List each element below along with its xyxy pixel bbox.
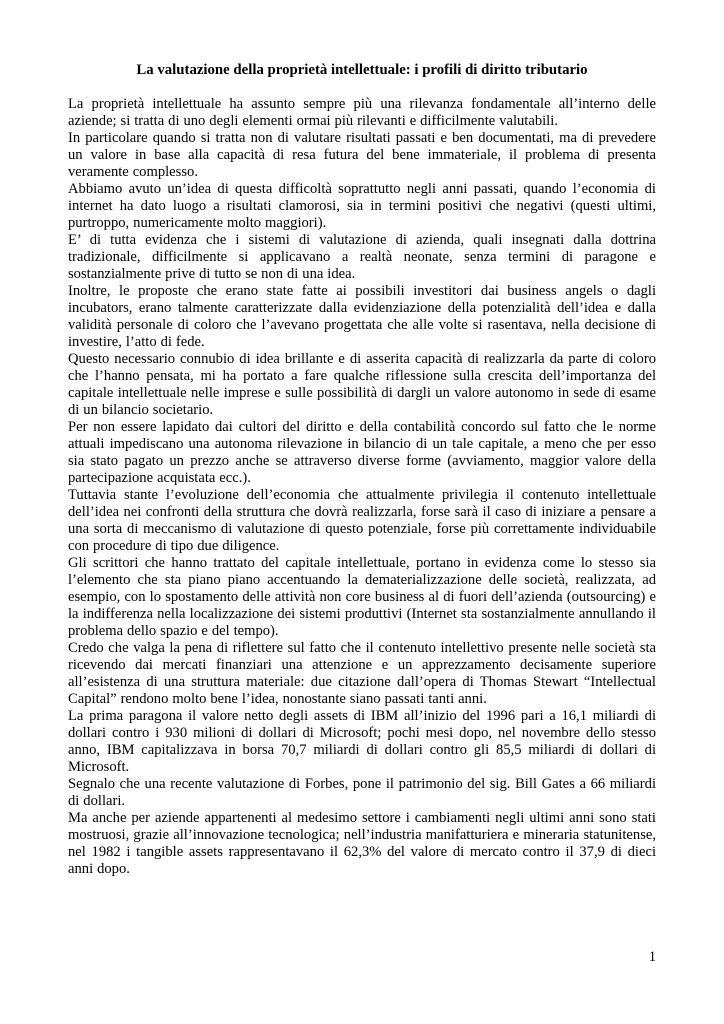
document-body xyxy=(68,96,656,878)
paragraph: Gli scrittori che hanno trattato del capitale intellettuale, portano in evidenza come lo stesso sia l’elemento che sta piano piano accentuando la dematerializzazione delle società, realizzata, ad esempio, con lo spostamento delle attività non core business al di fuori dell’azienda (outsourcing) e la indifferenza nella localizzazione dei sistemi produttivi (Internet sta sostanzialmente annullando il problema dello spazio e del tempo). xyxy=(68,555,656,639)
paragraph: Segnalo che una recente valutazione di Forbes, pone il patrimonio del sig. Bill Gates a 66 miliardi di dollari. xyxy=(68,776,656,809)
paragraph: Credo che valga la pena di riflettere sul fatto che il contenuto intellettivo presente nelle società sta ricevendo dai mercati finanziari una attenzione e un apprezzamento decisamente superiore all’esistenza di una struttura materiale: due citazione dall’opera di Thomas Stewart “Intellectual Capital” rendono molto bene l’idea, nonostante siano passati tanti anni. xyxy=(68,640,656,707)
paragraph: In particolare quando si tratta non di valutare risultati passati e ben documentati, ma di prevedere un valore in base alla capacità di resa futura del bene immateriale, il problema di presenta veramente complesso. xyxy=(68,130,656,180)
paragraph: La prima paragona il valore netto degli assets di IBM all’inizio del 1996 pari a 16,1 miliardi di dollari contro i 930 milioni di dollari di Microsoft; pochi mesi dopo, nel novembre dello stesso anno, IBM capitalizzava in borsa 70,7 miliardi di dollari contro gli 85,5 miliardi di dollari di Microsoft. xyxy=(68,708,656,775)
paragraph: La proprietà intellettuale ha assunto sempre più una rilevanza fondamentale all’interno delle aziende; si tratta di uno degli elementi ormai più rilevanti e difficilmente valutabili. xyxy=(68,96,656,129)
paragraph: Questo necessario connubio di idea brillante e di asserita capacità di realizzarla da parte di coloro che l’hanno pensata, mi ha portato a fare qualche riflessione sulla crescita dell’importanza del capitale intellettuale nelle imprese e sulle possibilità di dargli un valore autonomo in sede di esame di un bilancio societario. xyxy=(68,351,656,418)
paragraph: Inoltre, le proposte che erano state fatte ai possibili investitori dai business angels o dagli incubators, erano talmente caratterizzate dalla evidenziazione della potenzialità dell’idea e dalla validità personale di coloro che l’avevano progettata che alle volte si rasentava, nella decisione di investire, l’atto di fede. xyxy=(68,283,656,350)
paragraph: Abbiamo avuto un’idea di questa difficoltà soprattutto negli anni passati, quando l’economia di internet ha dato luogo a risultati clamorosi, sia in termini positivi che negativi (questi ultimi, purtroppo, numericamente molto maggiori). xyxy=(68,181,656,231)
paragraph: E’ di tutta evidenza che i sistemi di valutazione di azienda, quali insegnati dalla dottrina tradizionale, difficilmente si applicavano a realtà neonate, senza termini di paragone e sostanzialmente prive di tutto se non di una idea. xyxy=(68,232,656,282)
document-title: La valutazione della proprietà intellettuale: i profili di diritto tributario xyxy=(136,62,588,78)
paragraph: Tuttavia stante l’evoluzione dell’economia che attualmente privilegia il contenuto intellettuale dell’idea nei confronti della struttura che dovrà realizzarla, forse sarà il caso di iniziare a pensare a una sorta di meccanismo di valutazione di questo potenziale, forse più correttamente individuabile con procedure di tipo due diligence. xyxy=(68,487,656,554)
paragraph: Per non essere lapidato dai cultori del diritto e della contabilità concordo sul fatto che le norme attuali impediscano una autonoma rilevazione in bilancio di un tale capitale, a meno che per esso sia stato pagato un prezzo anche se attraverso diverse forme (avviamento, maggior valore della partecipazione acquistata ecc.). xyxy=(68,419,656,486)
paragraph: Ma anche per aziende appartenenti al medesimo settore i cambiamenti negli ultimi anni sono stati mostruosi, grazie all’innovazione tecnologica; nell’industria manifatturiera e mineraria statunitense, nel 1982 i tangible assets rappresentavano il 62,3% del valore di mercato contro il 37,9 di dieci anni dopo. xyxy=(68,810,656,877)
page-number: 1 xyxy=(648,949,656,965)
